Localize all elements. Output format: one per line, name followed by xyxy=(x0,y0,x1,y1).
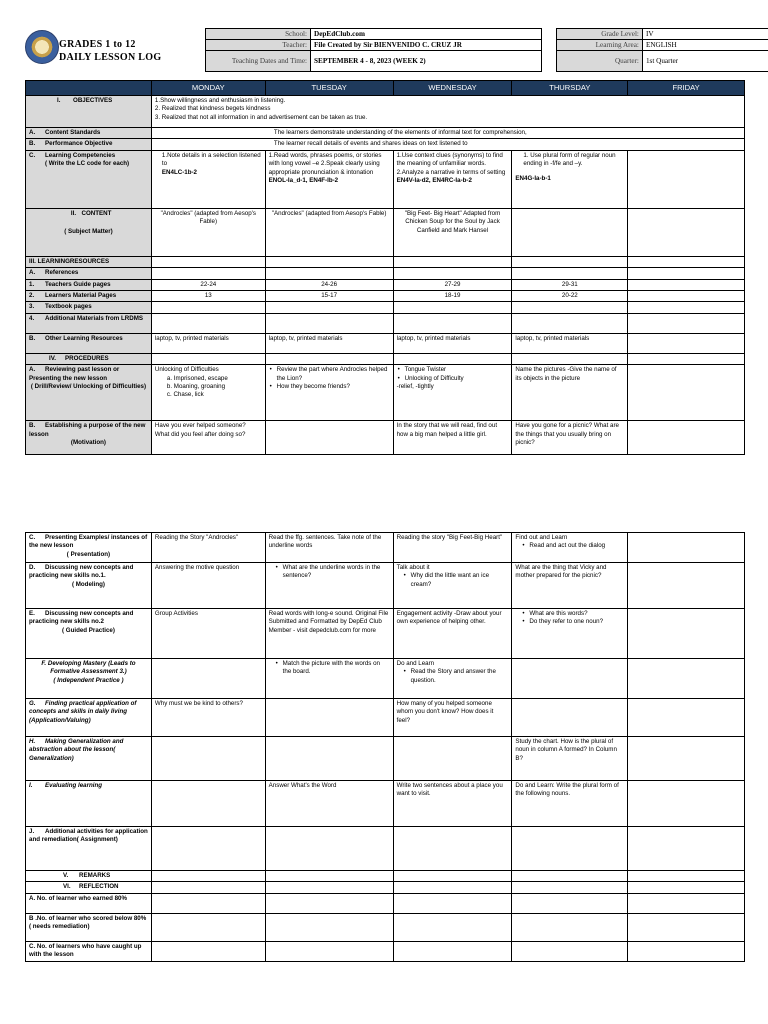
dates-value: SEPTEMBER 4 - 8, 2023 (WEEK 2) xyxy=(311,51,542,72)
quarter-value: 1st Quarter xyxy=(642,51,768,72)
area-label: Learning Area: xyxy=(556,40,642,51)
other-resources-row: B. Other Learning Resources laptop, tv, printed materials laptop, tv, printed materials laptop, tv, printed materials laptop, tv, printed materials xyxy=(26,333,745,353)
finding-practical-row: G. Finding practical application of concepts and skills in daily living (Application/Valuing) Why must we be kind to others? How many of you helped someone whom you don't know? How does it feel? xyxy=(26,699,745,737)
presenting-row: C. Presenting Examples/ instances of the new lesson ( Presentation) Reading the Story "Androcles" Read the ffg. sentences. Take note of the underline words Reading the story "Big Feet-Big Heart" Find out and Learn • Read and act out the dialog xyxy=(26,533,745,563)
lc-friday xyxy=(628,150,745,208)
developing-mastery-row: F. Developing Mastery (Leads to Formative Assessment 3.) ( Independent Practice ) • Match the picture with the words on the board. Do and Learn • Read the Story and answer the question. xyxy=(26,659,745,699)
additional-materials-row: 4. Additional Materials from LRDMS xyxy=(26,313,745,333)
day-monday: MONDAY xyxy=(151,81,265,96)
reflection-c-row: C. No. of learners who have caught up with the lesson xyxy=(26,941,745,961)
establishing-row: B. Establishing a purpose of the new lesson (Motivation) Have you ever helped someone? What did you feel after doing so? In the story that we will read, find out how a big man helped a little girl. Have you gone for a picnic? What are the things that you usually bring on picnic? xyxy=(26,421,745,455)
discussing-2-row: E. Discussing new concepts and practicing new skills no.2 ( Guided Practice) Group Activities Read words with long-e sound. Original File Submitted and Formatted by DepEd Club Member - visit depedclub.com for more Engagement activity -Draw about your own experience of helping other. • What are this words? • Do they refer to one noun? xyxy=(26,609,745,659)
review-thursday: Name the pictures -Give the name of its objects in the picture xyxy=(512,365,628,421)
presenting-tuesday: Read the ffg. sentences. Take note of the underline words xyxy=(265,533,393,563)
content-row: II. CONTENT ( Subject Matter) "Androcles" (adapted from Aesop's Fable) "Androcles" (adapted from Aesop's Fable) "Big Feet- Big Heart" Adapted from Chicken Soup for the Soul by Jack Canfield and Mark Hansel xyxy=(26,208,745,256)
school-value: DepEdClub.com xyxy=(311,29,542,40)
lesson-table-part-1 xyxy=(25,80,745,455)
grade-value: IV xyxy=(642,29,768,40)
objectives-label: I. OBJECTIVES xyxy=(26,96,152,128)
lc-thursday: 1. Use plural form of regular noun ending in -f/fe and –y. EN4G-Ia-b-1 xyxy=(512,150,628,208)
log-title xyxy=(59,38,161,64)
lc-wednesday: 1.Use context clues (synonyms) to find the meaning of unfamiliar words. 2.Analyze a narrative in terms of setting EN4V-Ia-d2, EN4RC-Ia-b-2 xyxy=(393,150,512,208)
day-thursday: THURSDAY xyxy=(512,81,628,96)
presenting-thursday: Find out and Learn • Read and act out the dialog xyxy=(512,533,628,563)
content-wednesday: "Big Feet- Big Heart" Adapted from Chicken Soup for the Soul by Jack Canfield and Mark Hansel xyxy=(393,208,512,256)
reflection-row: VI. REFLECTION xyxy=(26,882,745,893)
header-info-table xyxy=(205,28,768,72)
school-label: School: xyxy=(206,29,311,40)
generalization-row: H. Making Generalization and abstraction about the lesson( Generalization) Study the chart. How is the plural of noun in column A formed? In Column B? xyxy=(26,737,745,781)
establish-wednesday: In the story that we will read, find out how a big man helped a little girl. xyxy=(393,421,512,455)
objectives-row xyxy=(26,96,745,128)
teacher-value: File Created by Sir BIENVENIDO C. CRUZ JR xyxy=(311,40,542,51)
remarks-row: V. REMARKS xyxy=(26,871,745,882)
title-line-1: GRADES 1 to 12 xyxy=(59,39,136,50)
performance-objective-text: The learner recall details of events and shares ideas on text listened to xyxy=(151,139,744,150)
content-standards-text: The learners demonstrate understanding of the elements of informal text for comprehension, xyxy=(151,128,744,139)
dates-label: Teaching Dates and Time: xyxy=(206,51,311,72)
area-value: ENGLISH xyxy=(642,40,768,51)
lc-monday: 1.Note details in a selection listened to EN4LC-1b-2 xyxy=(151,150,265,208)
establish-thursday: Have you gone for a picnic? What are the things that you usually bring on picnic? xyxy=(512,421,628,455)
establish-monday: Have you ever helped someone? What did you feel after doing so? xyxy=(151,421,265,455)
evaluating-row: I. Evaluating learning Answer What's the Word Write two sentences about a place you want to visit. Do and Learn: Write the plural form of the following nouns. xyxy=(26,781,745,827)
references-row: A. References xyxy=(26,268,745,279)
day-header-row xyxy=(26,81,745,96)
reflection-b-row: B .No. of learner who scored below 80% ( needs remediation) xyxy=(26,913,745,941)
header xyxy=(25,28,745,77)
reflection-a-row: A. No. of learner who earned 80% xyxy=(26,893,745,913)
lc-tuesday: 1.Read words, phrases poems, or stories with long vowel –e 2.Speak clearly using appropriate pronunciation & intonation ENOL-Ia_d-1, EN4F-Ib-2 xyxy=(265,150,393,208)
day-friday: FRIDAY xyxy=(628,81,745,96)
day-tuesday: TUESDAY xyxy=(265,81,393,96)
review-monday: Unlocking of Difficulties a. Imprisoned, escape b. Moaning, groaning c. Chase, lick xyxy=(151,365,265,421)
quarter-label: Quarter: xyxy=(556,51,642,72)
deped-seal-icon xyxy=(25,30,59,64)
learning-resources-row: III. LEARNINGRESOURCES xyxy=(26,256,745,267)
reviewing-row: A. Reviewing past lesson or Presenting the new lesson ( Drill/Review/ Unlocking of Difficulties) Unlocking of Difficulties a. Imprisoned, escape b. Moaning, groaning c. Chase, lick • Review the part where Androcles helped the Lion? • How they become friends? • Tongue Twister • Unlocking of Difficulty -relief, -tightly Name the pictures -Give the name of its objects in the picture xyxy=(26,365,745,421)
lesson-table-part-2 xyxy=(25,532,745,962)
learners-material-row: 2. Learners Material Pages 13 15-17 18-19 20-22 xyxy=(26,291,745,302)
objectives-text: 1.Show willingness and enthusiasm in listening. 2. Realized that kindness begets kindness 3. Realized that not all information in and advertisement can be taken as true. xyxy=(151,96,744,128)
presenting-monday: Reading the Story "Androcles" xyxy=(151,533,265,563)
title-line-2: DAILY LESSON LOG xyxy=(59,52,162,63)
additional-activities-row: J. Additional activities for application and remediation( Assignment) xyxy=(26,827,745,871)
review-wednesday: • Tongue Twister • Unlocking of Difficulty -relief, -tightly xyxy=(393,365,512,421)
textbook-row: 3. Textbook pages xyxy=(26,302,745,313)
presenting-wednesday: Reading the story "Big Feet-Big Heart" xyxy=(393,533,512,563)
performance-objective-row: B. Performance Objective The learner recall details of events and shares ideas on text listened to xyxy=(26,139,745,150)
procedures-row: IV. PROCEDURES xyxy=(26,353,745,364)
content-tuesday: "Androcles" (adapted from Aesop's Fable) xyxy=(265,208,393,256)
learning-competencies-row: C. Learning Competencies ( Write the LC code for each) 1.Note details in a selection listened to EN4LC-1b-2 1.Read words, phrases poems, or stories with long vowel –e 2.Speak clearly using appropriate pronunciation & intonation ENOL-Ia_d-1, EN4F-Ib-2 1.Use context clues (synonyms) to find the meaning of unfamiliar words. 2.Analyze a narrative in terms of setting EN4V-Ia-d2, EN4RC-Ia-b-2 1. Use plural form of regular noun ending in -f/fe and –y. EN4G-Ia-b-1 xyxy=(26,150,745,208)
review-tuesday: • Review the part where Androcles helped the Lion? • How they become friends? xyxy=(265,365,393,421)
day-wednesday: WEDNESDAY xyxy=(393,81,512,96)
discussing-1-row: D. Discussing new concepts and practicing new skills no.1. ( Modeling) Answering the motive question • What are the underline words in the sentence? Talk about it • Why did the little want an ice cream? What are the thing that Vicky and mother prepared for the picnic? xyxy=(26,563,745,609)
teachers-guide-row: 1. Teachers Guide pages 22-24 24-26 27-29 29-31 xyxy=(26,279,745,290)
teacher-label: Teacher: xyxy=(206,40,311,51)
grade-label: Grade Level: xyxy=(556,29,642,40)
content-monday: "Androcles" (adapted from Aesop's Fable) xyxy=(151,208,265,256)
content-standards-row: A. Content Standards The learners demonstrate understanding of the elements of informal text for comprehension, xyxy=(26,128,745,139)
